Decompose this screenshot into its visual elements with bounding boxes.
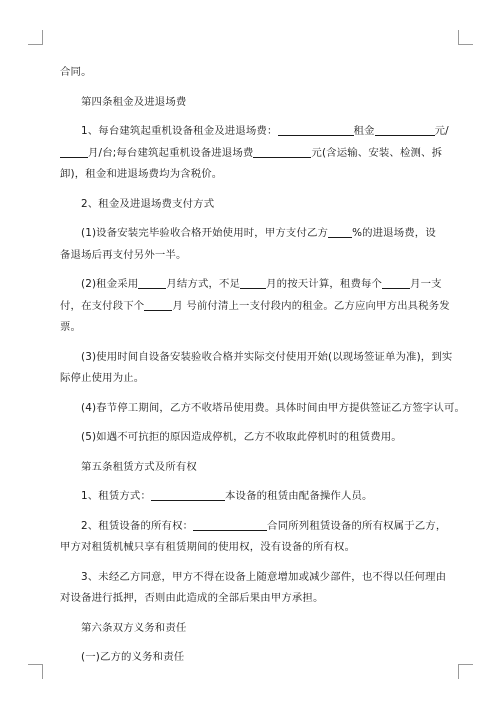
blank-field [60,145,88,158]
article-4-clause-2-heading: 2、租金及进退场费支付方式 [81,197,215,210]
article-4-clause-1-line-3: 卸)，租金和进退场费均为含税价。 [60,168,223,180]
article-4-item-2-line-3: 票。 [60,321,82,333]
blank-field [193,518,267,531]
blank-field [382,276,410,289]
blank-field [138,276,166,289]
article-4-item-1-line-2: 备退场后再支付另外一半。 [60,248,187,261]
blank-field [328,225,352,238]
crop-mark-top-left [28,30,43,45]
article-4-item-5: (5)如遇不可抗拒的原因造成停机，乙方不收取此停机时的租赁费用。 [81,431,402,443]
blank-field [278,123,354,136]
article-4-item-3-line-2: 际停止使用为止。 [60,372,145,384]
article-4-item-2-line-1: (2)租金采用 月结方式，不足 月的按天计算，租费每个 月一支 [81,278,442,290]
article-5-clause-2-line-2: 甲方对租赁机械只享有租赁期间的使用权，没有设备的所有权。 [60,541,356,553]
paragraph-contract-end: 合同。 [60,66,92,78]
article-4-clause-1-line-1: 1、每台建筑起重机设备租金及进退场费： 租金 元/ [81,125,449,137]
blank-field [253,145,311,158]
article-4-item-1-line-1: (1)设备安装完毕验收合格开始使用时，甲方支付乙方 %的进退场费，设 [81,227,436,239]
article-6-section-1-heading: (一)乙方的义务和责任 [81,651,185,663]
crop-mark-top-right [458,30,473,45]
article-4-item-2-line-2: 付，在支付段下个 月 号前付清上一支付段内的租金。乙方应向甲方出具税务发 [60,299,450,312]
article-5-clause-3-line-1: 3、未经乙方同意，甲方不得在设备上随意增加或减少部件，也不得以任何理由 [81,570,447,583]
crop-mark-bottom-right [458,664,473,679]
article-4-clause-1-line-2: 月/台;每台建筑起重机设备进退场费 元(含运输、安装、检测、拆 [60,143,445,165]
article-6-heading: 第六条双方义务和责任 [81,621,187,634]
blank-field [144,298,172,311]
document-body [60,62,466,669]
article-4-item-3-line-1: (3)使用时间自设备安装验收合格并实际交付使用开始(以现场签证单为准)，到实 [81,350,453,363]
crop-mark-bottom-left [28,664,43,679]
article-4-item-4: (4)春节停工期间，乙方不收塔吊使用费。具体时间由甲方提供签证乙方签字认可。 [81,401,466,414]
article-5-clause-3-line-2: 对设备进行抵押，否则由此造成的全部后果由甲方承担。 [60,592,324,604]
article-5-clause-1: 1、租赁方式： 本设备的租赁由配备操作人员。 [81,490,373,502]
blank-field [375,123,435,136]
article-5-clause-2-line-1: 2、租赁设备的所有权： 合同所列租赁设备的所有权属于乙方， [81,519,447,532]
article-5-heading: 第五条租赁方式及所有权 [81,460,197,473]
blank-field [151,488,225,501]
blank-field [240,276,266,289]
article-4-heading: 第四条租金及进退场费 [81,95,187,108]
